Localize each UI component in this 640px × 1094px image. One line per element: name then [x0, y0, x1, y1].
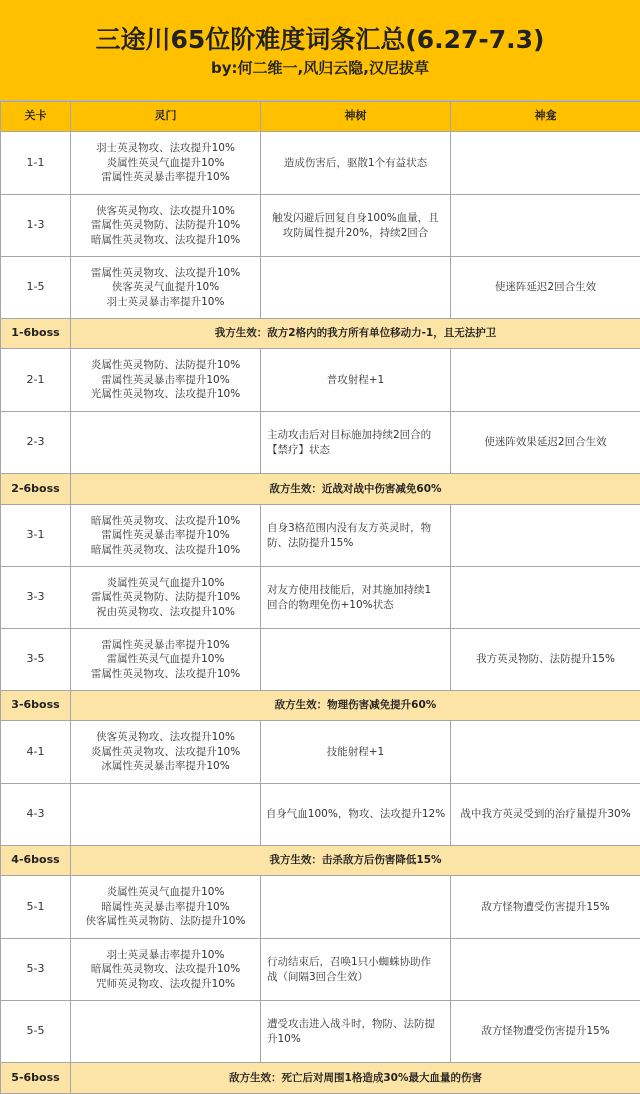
boss-row	[1, 846, 640, 876]
shenshu-cell	[261, 784, 451, 846]
cell-line: 侠客属性英灵物防、法防提升10%	[85, 915, 246, 928]
level-cell: 2-1	[1, 349, 71, 412]
cell-line: 使迷阵效果延迟2回合生效	[484, 436, 607, 449]
level-cell: 3-5	[1, 629, 71, 691]
cell-line: 主动攻击后对目标施加持续2回合的	[267, 429, 432, 441]
cell-line: 雷属性英灵暴击率提升10%	[101, 373, 230, 386]
boss-effect-cell: 敌方生效：物理伤害减免提升60%	[71, 691, 640, 721]
lingmen-cell	[71, 721, 261, 784]
shenshu-cell	[261, 132, 451, 195]
cell-line: 暗属性英灵物攻、法攻提升10%	[90, 543, 241, 556]
lingmen-cell	[71, 876, 261, 939]
cell-line: 行动结束后，召唤1只小蜘蛛协助作	[267, 956, 432, 968]
cell-line: 雷属性英灵暴击率提升10%	[101, 171, 230, 184]
level-cell: 3-3	[1, 567, 71, 629]
cell-line: 侠客英灵物攻、法攻提升10%	[96, 731, 235, 744]
shenkan-cell	[451, 505, 640, 567]
cell-line: 防、法防提升15%	[267, 536, 354, 549]
lingmen-cell	[71, 1001, 261, 1063]
boss-level-cell: 1-6boss	[1, 319, 71, 349]
table-header-row	[1, 102, 640, 132]
cell-line: 对友方使用技能后，对其施加持续1	[267, 584, 432, 596]
boss-row	[1, 1063, 640, 1094]
table-row	[1, 195, 640, 257]
shenshu-cell	[261, 939, 451, 1001]
shenkan-cell	[451, 1001, 640, 1063]
level-cell: 5-3	[1, 939, 71, 1001]
shenshu-cell	[261, 412, 451, 474]
boss-effect-cell: 敌方生效：死亡后对周围1格造成30%最大血量的伤害	[71, 1063, 640, 1094]
boss-level-cell: 4-6boss	[1, 846, 71, 876]
cell-line: 遭受攻击进入战斗时，物防、法防提	[267, 1018, 435, 1030]
boss-effect-cell: 敌方生效：近战对战中伤害减免60%	[71, 474, 640, 505]
cell-line: 雷属性英灵物攻、法攻提升10%	[90, 667, 241, 680]
cell-line: 敌方怪物遭受伤害提升15%	[481, 1025, 610, 1038]
table-body	[1, 102, 640, 1094]
header-shenshu: 神树	[261, 102, 451, 132]
table-row	[1, 939, 640, 1001]
cell-line: 祝由英灵物攻、法攻提升10%	[96, 605, 235, 618]
boss-effect-cell: 我方生效：敌方2格内的我方所有单位移动力-1，且无法护卫	[71, 319, 640, 349]
cell-line: 攻防属性提升20%，持续2回合	[282, 226, 429, 239]
shenkan-cell	[451, 412, 640, 474]
table-row	[1, 132, 640, 195]
cell-line: 我方英灵物防、法防提升15%	[476, 653, 615, 666]
cell-line: 炎属性英灵气血提升10%	[106, 886, 225, 899]
table-row	[1, 1001, 640, 1063]
boss-row	[1, 691, 640, 721]
cell-line: 普攻射程+1	[326, 373, 385, 386]
shenkan-cell	[451, 195, 640, 257]
table-row	[1, 505, 640, 567]
boss-level-cell: 5-6boss	[1, 1063, 71, 1094]
cell-line: 暗属性英灵物攻、法攻提升10%	[90, 233, 241, 246]
level-cell: 3-1	[1, 505, 71, 567]
lingmen-cell	[71, 412, 261, 474]
cell-line: 雷属性英灵物防、法防提升10%	[90, 219, 241, 232]
shenshu-cell	[261, 257, 451, 319]
shenkan-cell	[451, 629, 640, 691]
level-cell: 4-3	[1, 784, 71, 846]
lingmen-cell	[71, 257, 261, 319]
cell-line: 暗属性英灵物攻、法攻提升10%	[90, 514, 241, 527]
cell-line: 羽士英灵物攻、法攻提升10%	[96, 142, 235, 155]
level-cell: 4-1	[1, 721, 71, 784]
table-row	[1, 876, 640, 939]
cell-line: 使迷阵延迟2回合生效	[494, 281, 597, 294]
shenkan-cell	[451, 876, 640, 939]
level-cell: 2-3	[1, 412, 71, 474]
lingmen-cell	[71, 784, 261, 846]
lingmen-cell	[71, 132, 261, 195]
level-cell: 1-1	[1, 132, 71, 195]
cell-line: 侠客英灵气血提升10%	[111, 281, 220, 294]
lingmen-cell	[71, 939, 261, 1001]
cell-line: 技能射程+1	[326, 745, 385, 758]
header-level: 关卡	[1, 102, 71, 132]
cell-line: 暗属性英灵暴击率提升10%	[101, 900, 230, 913]
level-cell: 5-5	[1, 1001, 71, 1063]
cell-line: 敌方怪物遭受伤害提升15%	[481, 900, 610, 913]
boss-row	[1, 319, 640, 349]
cell-line: 回合的物理免伤+10%状态	[267, 598, 394, 611]
boss-row	[1, 474, 640, 505]
lingmen-cell	[71, 505, 261, 567]
cell-line: 暗属性英灵物攻、法攻提升10%	[90, 963, 241, 976]
level-cell: 1-5	[1, 257, 71, 319]
cell-line: 雷属性英灵物攻、法攻提升10%	[90, 266, 241, 279]
shenshu-cell	[261, 505, 451, 567]
boss-level-cell: 3-6boss	[1, 691, 71, 721]
cell-line: 冰属性英灵暴击率提升10%	[101, 760, 230, 773]
cell-line: 雷属性英灵暴击率提升10%	[101, 638, 230, 651]
lingmen-cell	[71, 567, 261, 629]
boss-effect-cell: 我方生效：击杀敌方后伤害降低15%	[71, 846, 640, 876]
shenshu-cell	[261, 195, 451, 257]
cell-line: 炎属性英灵物防、法防提升10%	[90, 359, 241, 372]
shenkan-cell	[451, 939, 640, 1001]
shenkan-cell	[451, 721, 640, 784]
shenkan-cell	[451, 132, 640, 195]
cell-line: 炎属性英灵气血提升10%	[106, 156, 225, 169]
cell-line: 咒师英灵物攻、法攻提升10%	[96, 977, 235, 990]
table-row	[1, 412, 640, 474]
cell-line: 触发闪避后回复自身100%血量，且	[272, 212, 439, 224]
cell-line: 炎属性英灵物攻、法攻提升10%	[90, 745, 241, 758]
shenshu-cell	[261, 1001, 451, 1063]
page-title: 三途川65位阶难度词条汇总(6.27-7.3)	[95, 25, 545, 54]
cell-line: 雷属性英灵物防、法防提升10%	[90, 591, 241, 604]
page-subtitle: by:何二维一,风归云隐,汉尼拔草	[211, 59, 429, 77]
table-row	[1, 629, 640, 691]
cell-line: 升10%	[267, 1032, 301, 1045]
shenshu-cell	[261, 721, 451, 784]
shenkan-cell	[451, 349, 640, 412]
table-row	[1, 567, 640, 629]
boss-level-cell: 2-6boss	[1, 474, 71, 505]
shenshu-cell	[261, 629, 451, 691]
level-cell: 5-1	[1, 876, 71, 939]
cell-line: 自身3格范围内没有友方英灵时，物	[267, 522, 432, 534]
shenshu-cell	[261, 349, 451, 412]
cell-line: 雷属性英灵气血提升10%	[106, 653, 225, 666]
cell-line: 自身气血100%，物攻、法攻提升12%	[265, 808, 446, 821]
summary-table	[0, 101, 640, 1094]
cell-line: 造成伤害后，驱散1个有益状态	[283, 156, 428, 169]
shenkan-cell	[451, 257, 640, 319]
shenkan-cell	[451, 784, 640, 846]
shenkan-cell	[451, 567, 640, 629]
cell-line: 光属性英灵物攻、法攻提升10%	[90, 388, 241, 401]
table-row	[1, 721, 640, 784]
shenshu-cell	[261, 876, 451, 939]
cell-line: 侠客英灵物攻、法攻提升10%	[96, 204, 235, 217]
cell-line: 羽士英灵暴击率提升10%	[106, 948, 225, 961]
cell-line: 炎属性英灵气血提升10%	[106, 576, 225, 589]
cell-line: 战中我方英灵受到的治疗量提升30%	[460, 808, 631, 821]
shenshu-cell	[261, 567, 451, 629]
page-header	[0, 0, 640, 101]
lingmen-cell	[71, 629, 261, 691]
cell-line: 雷属性英灵暴击率提升10%	[101, 529, 230, 542]
cell-line: 羽士英灵暴击率提升10%	[106, 295, 225, 308]
table-row	[1, 349, 640, 412]
cell-line: 【禁疗】状态	[267, 443, 330, 456]
lingmen-cell	[71, 349, 261, 412]
cell-line: 战（间隔3回合生效）	[267, 970, 369, 983]
table-row	[1, 784, 640, 846]
table-row	[1, 257, 640, 319]
header-shenkan: 神龛	[451, 102, 640, 132]
level-cell: 1-3	[1, 195, 71, 257]
lingmen-cell	[71, 195, 261, 257]
header-lingmen: 灵门	[71, 102, 261, 132]
